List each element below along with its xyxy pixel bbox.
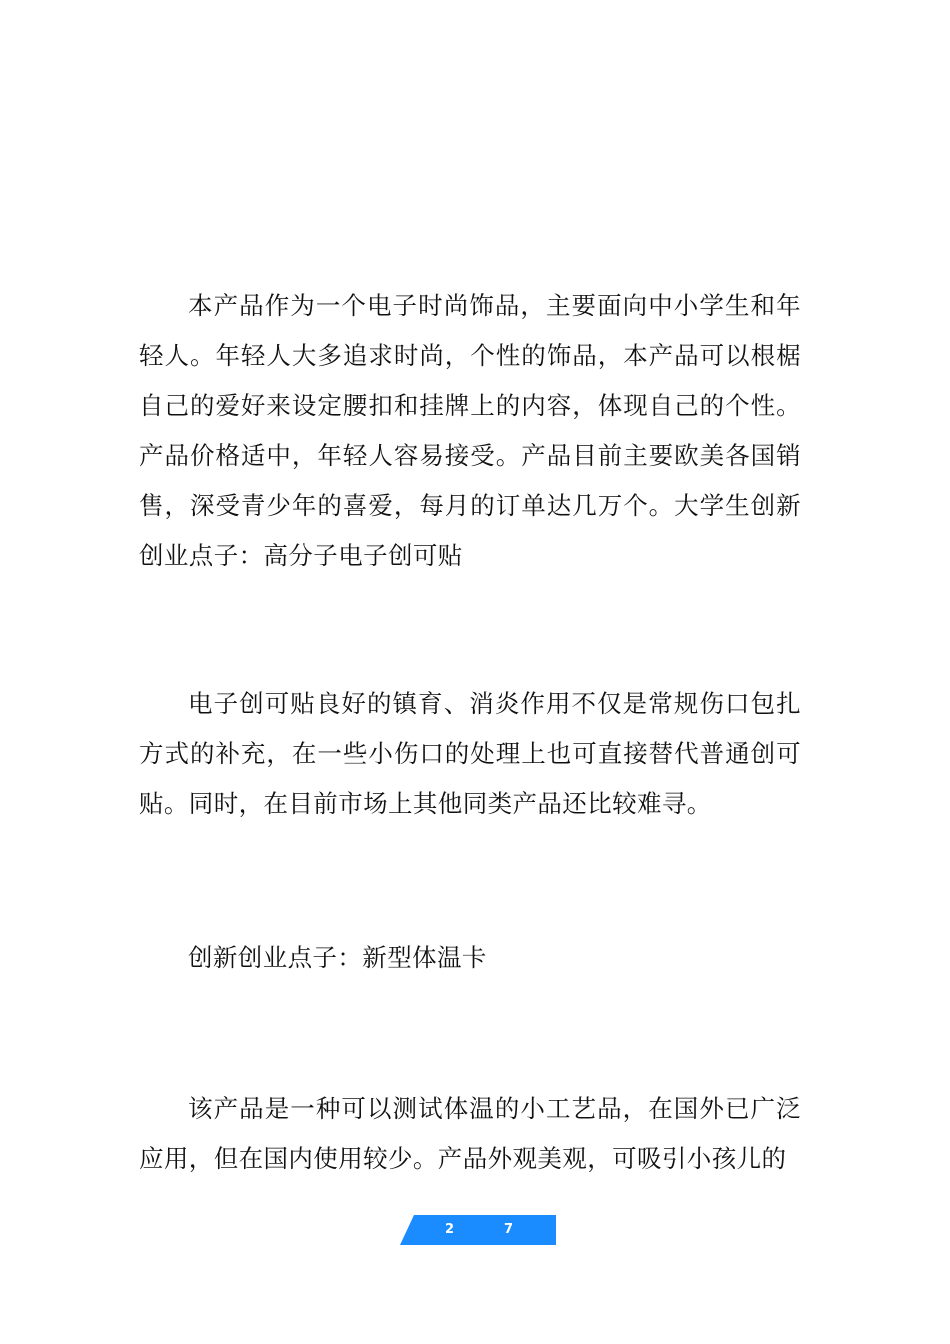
paragraph-3-heading: 创新创业点子：新型体温卡	[188, 943, 487, 972]
page-number-badge	[400, 1215, 556, 1245]
paragraph-2: 电子创可贴良好的镇育、消炎作用不仅是常规伤口包扎方式的补充，在一些小伤口的处理上也可直接替代普通创可贴。同时，在目前市场上其他同类产品还比较难寻。	[139, 689, 801, 818]
page-number-digit-2: 7	[504, 1222, 514, 1237]
page-number-digit-1: 2	[445, 1222, 455, 1237]
page-badge-shape	[400, 1215, 556, 1245]
paragraph-1: 本产品作为一个电子时尚饰品，主要面向中小学生和年轻人。年轻人大多追求时尚，个性的饰品，本产品可以根椐自己的爱好来设定腰扣和挂牌上的内容，体现自己的个性。产品价格适中，年轻人容易接受。产品目前主要欧美各国销售，深受青少年的喜爱，每月的订单达几万个。大学生创新创业点子：高分子电子创可贴	[139, 291, 801, 570]
paragraph-4: 该产品是一种可以测试体温的小工艺品，在国外已广泛应用，但在国内使用较少。产品外观美观，可吸引小孩儿的	[139, 1094, 801, 1173]
